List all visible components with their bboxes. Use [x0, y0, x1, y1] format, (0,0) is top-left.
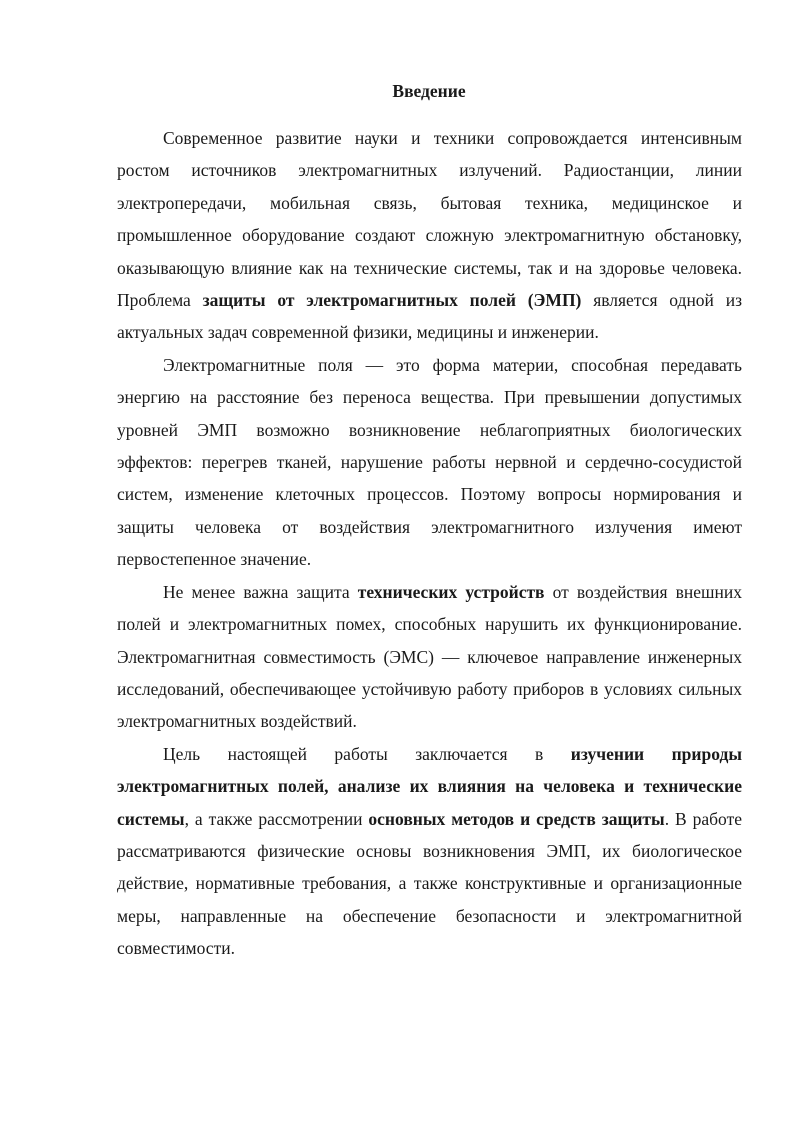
paragraph-1-text-1: Современное развитие науки и техники сопровождается интенсивным ростом источников электромагнитных излучений. Радиостанции, линии электропередачи, мобильная связь, бытовая техника, медицинское и промышленное оборудование создают сложную электромагнитную обстановку, оказывающую влияние как на технические системы, так и на здоровье человека. Проблема: [117, 128, 742, 311]
paragraph-3-text-2: от воздействия внешних полей и электромагнитных помех, способных нарушить их функционирование. Электромагнитная совместимость (ЭМС) — ключевое направление инженерных исследований, обеспечивающее устойчивую работу приборов в условиях сильных электромагнитных воздействий.: [117, 581, 742, 732]
paragraph-3: [117, 576, 742, 738]
paragraph-4: [117, 738, 742, 965]
paragraph-3-text-1: Не менее важна защита: [163, 581, 358, 602]
paragraph-4-bold-1: изучении природы электромагнитных полей, анализе их влияния на человека и технические системы: [117, 743, 742, 829]
paragraph-2: [117, 349, 742, 576]
paragraph-4-text-2: , а также рассмотрении: [184, 808, 369, 829]
paragraph-3-bold-1: технических устройств: [357, 581, 545, 602]
paragraph-1: [117, 122, 742, 349]
document-body: [117, 122, 742, 965]
paragraph-1-bold-1: защиты от электромагнитных полей (ЭМП): [202, 290, 582, 311]
page-title: Введение: [392, 81, 466, 101]
paragraph-4-text-1: Цель настоящей работы заключается в: [163, 743, 571, 764]
paragraph-4-text-3: . В работе рассматриваются физические основы возникновения ЭМП, их биологическое действие, нормативные требования, а также конструктивные и организационные меры, направленные на обеспечение безопасности и электромагнитной совместимости.: [117, 808, 742, 959]
paragraph-2-text-1: Электромагнитные поля — это форма материи, способная передавать энергию на расстояние без переноса вещества. При превышении допустимых уровней ЭМП возможно возникновение неблагоприятных биологических эффектов: перегрев тканей, нарушение работы нервной и сердечно-сосудистой систем, изменение клеточных процессов. Поэтому вопросы нормирования и защиты человека от воздействия электромагнитного излучения имеют первостепенное значение.: [117, 354, 742, 570]
paragraph-4-bold-2: основных методов и средств защиты: [368, 808, 665, 829]
paragraph-1-text-2: является одной из актуальных задач современной физики, медицины и инженерии.: [117, 290, 742, 343]
